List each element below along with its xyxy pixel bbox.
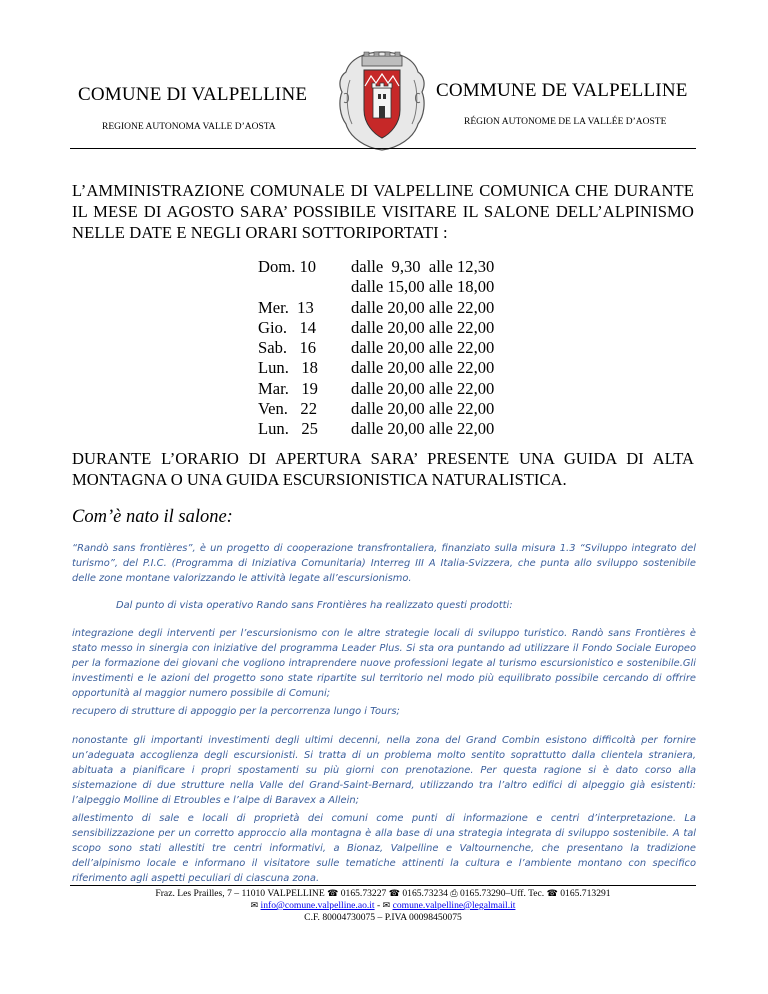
paragraph-project-intro: “Randò sans frontières”, è un progetto di cooperazione transfrontaliera, finanziato sulla misura 1.3 “Sviluppo integrato del turismo”, del P.I.C. (Programma di Iniziativa Comunitaria) Interreg III A Italia-Svizzera, che punta allo sviluppo sostenibile delle zone montane valorizzando le attività legate all’escursionismo. — [72, 543, 696, 584]
intro-announcement: L’AMMINISTRAZIONE COMUNALE DI VALPELLINE COMUNICA CHE DURANTE IL MESE DI AGOSTO SARA’ POSSIBILE VISITARE IL SALONE DELL’ALPINISMO NELLE DATE E NEGLI ORARI SOTTORIPORTATI : — [72, 181, 694, 242]
footer-phone-2: 0165.73234 — [402, 888, 448, 899]
schedule-hours: dalle 20,00 alle 22,00 — [351, 419, 495, 439]
schedule-hours: dalle 9,30 alle 12,30 — [351, 257, 495, 276]
header-left-subtitle: REGIONE AUTONOMA VALLE D’AOSTA — [102, 122, 276, 132]
header-left-title: COMUNE DI VALPELLINE — [78, 84, 308, 105]
footer-separator: - — [377, 900, 383, 911]
schedule-day: Mar. 19 — [258, 378, 318, 398]
schedule-row — [258, 399, 494, 419]
paragraph-integration: integrazione degli interventi per l’escursionismo con le altre strategie locali di sviluppo turistico. Randò sans Frontières è stato messo in sinergia con iniziative del programma Leader Plus. Si sta ora puntando ad utilizzare il Fondo Sociale Europeo per la formazione dei giovani che vogliono intraprendere nuove professioni legate al turismo escursionistico e sostenibile.Gli investimenti e le azioni del progetto sono state ripartite sul territorio nel modo più equilibrato possibile cercando di offrire opportunità al maggior numero possibile di Comuni; — [72, 628, 696, 699]
schedule-day: Lun. 18 — [258, 358, 318, 378]
schedule-row — [258, 379, 494, 399]
schedule-hours: dalle 20,00 alle 22,00 — [351, 338, 495, 358]
header-right-title: COMMUNE DE VALPELLINE — [436, 80, 688, 101]
footer-contacts — [72, 888, 694, 900]
email-link-pec[interactable]: comune.valpelline@legalmail.it — [392, 900, 516, 911]
mail-icon: ✉ — [250, 901, 259, 911]
footer-phone-1: 0165.73227 — [340, 888, 387, 899]
schedule-row — [258, 298, 494, 318]
fax-icon: ⎙ — [450, 889, 458, 899]
paragraph-info-centers: allestimento di sale e locali di proprietà dei comuni come punti di informazione e centri d’interpretazione. La sensibilizzazione per un corretto approccio alla montagna è alla base di una strategia integrata di sviluppo sostenibile. A tal scopo sono stati allestiti tre centri informativi, a Bionaz, Valpelline e Valtournenche, che presentano la tradizione dell’alpinismo locale e informano il visitatore sulle tematiche attinenti la cultura e l’ambiente montano con specifico riferimento agli aspetti peculiari di ciascuna zona. — [72, 813, 696, 884]
header-divider — [70, 148, 696, 149]
schedule-row — [258, 419, 494, 439]
email-link-info[interactable]: info@comune.valpelline.ao.it — [260, 900, 375, 911]
schedule-day: Lun. 25 — [258, 419, 318, 439]
footer-address: Fraz. Les Prailles, 7 – 11010 VALPELLINE — [155, 888, 325, 899]
schedule-day — [258, 277, 351, 297]
schedule-day: Gio. 14 — [258, 317, 317, 337]
schedule-day: Mer. 13 — [258, 297, 314, 317]
schedule-row — [258, 318, 494, 338]
guide-notice: DURANTE L’ORARIO DI APERTURA SARA’ PRESENTE UNA GUIDA DI ALTA MONTAGNA O UNA GUIDA ESCURSIONISTICA NATURALISTICA. — [72, 449, 694, 489]
schedule-hours: dalle 20,00 alle 22,00 — [351, 399, 495, 419]
mail-icon: ✉ — [382, 901, 391, 911]
paragraph-grand-combin: nonostante gli importanti investimenti degli ultimi decenni, nella zona del Grand Combin esistono difficoltà per fornire un’adeguata accoglienza degli escursionisti. Si tratta di un problema molto sentito soprattutto dalla clientela straniera, abituata a pianificare i propri spostamenti su più giorni con prenotazione. Per questa ragione si è dato corso alla sistemazione di due strutture nella Valle del Grand-Saint-Bernard, utilizzando tra l’altro edifici di alpeggio già esistenti: l’alpeggio Molline di Etroubles e l’alpe di Baravex a Allein; — [72, 735, 696, 806]
phone-icon: ☎ — [546, 889, 558, 899]
schedule-row — [258, 277, 494, 297]
schedule-day: Sab. 16 — [258, 338, 317, 358]
header-right-subtitle: RÉGION AUTONOME DE LA VALLÉE D’AOSTE — [464, 117, 667, 127]
schedule-day: Ven. 22 — [258, 399, 317, 419]
schedule-hours: dalle 20,00 alle 22,00 — [351, 297, 495, 317]
footer-emails — [72, 900, 694, 912]
footer-phone-3: 0165.713291 — [560, 888, 611, 899]
schedule-row — [258, 338, 494, 358]
schedule-hours: dalle 20,00 alle 22,00 — [351, 358, 495, 378]
schedule-hours: dalle 20,00 alle 22,00 — [351, 378, 495, 398]
footer — [72, 888, 694, 924]
schedule-hours: dalle 15,00 alle 18,00 — [351, 277, 495, 297]
footer-divider — [70, 885, 696, 886]
opening-schedule — [258, 257, 494, 440]
schedule-row — [258, 358, 494, 378]
phone-icon: ☎ — [327, 889, 339, 899]
phone-icon: ☎ — [388, 889, 400, 899]
section-title: Com’è nato il salone: — [72, 507, 233, 527]
paragraph-recovery: recupero di strutture di appoggio per la percorrenza lungo i Tours; — [72, 706, 400, 717]
footer-tax-ids: C.F. 80004730075 – P.IVA 00098450075 — [304, 912, 462, 923]
schedule-row — [258, 257, 494, 277]
coat-of-arms-icon — [336, 50, 428, 152]
schedule-hours: dalle 20,00 alle 22,00 — [351, 317, 495, 337]
paragraph-products-intro: Dal punto di vista operativo Rando sans Frontières ha realizzato questi prodotti: — [116, 600, 513, 611]
footer-fax: 0165.73290–Uff. Tec. — [459, 888, 545, 899]
schedule-day: Dom. 10 — [258, 257, 317, 276]
